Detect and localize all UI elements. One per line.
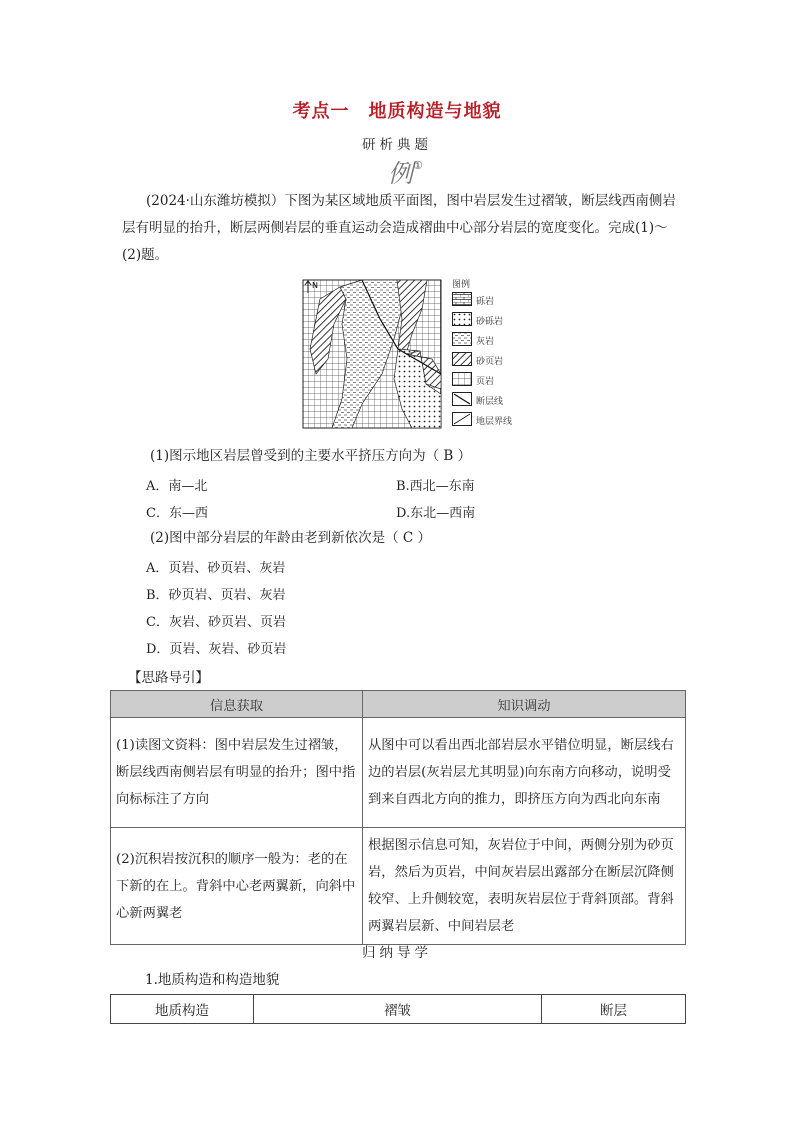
q2-option-d: D．页岩、灰岩、砂页岩 xyxy=(146,642,287,657)
table-row xyxy=(111,718,686,828)
geologic-map xyxy=(302,279,442,429)
geologic-map-figure: N 图例 砾岩 砂砾岩 灰岩 砂页岩 页岩 断层线 地层界线 xyxy=(302,279,532,429)
table-header-fold: 褶皱 xyxy=(254,995,542,1024)
guide-cell: 从图中可以看出西北部岩层水平错位明显，断层线右边的岩层(灰岩层尤其明显)向东南方向移动，说明受到来自西北方向的推力，即挤压方向为西北向东南 xyxy=(363,718,686,828)
structure-table xyxy=(110,994,686,1024)
guide-table xyxy=(110,690,686,945)
intro-paragraph: (2024·山东潍坊模拟）下图为某区域地质平面图，图中岩层发生过褶皱，断层线西南侧岩层有明显的抬升，断层两侧岩层的垂直运动会造成褶曲中心部分岩层的宽度变化。完成(1)～(2)题。 xyxy=(122,193,676,263)
guide-cell: 根据图示信息可知，灰岩位于中间，两侧分别为砂页岩，然后为页岩，中间灰岩层出露部分在断层沉降侧较窄、上升侧较宽，表明灰岩层位于背斜顶部。背斜两翼岩层新、中间岩层老 xyxy=(363,828,686,945)
guide-header-knowledge: 知识调动 xyxy=(363,691,686,718)
table-header-fault: 断层 xyxy=(542,995,686,1024)
q2-option-c: C．灰岩、砂页岩、页岩 xyxy=(146,615,286,630)
q1-option-b: B.西北—东南 xyxy=(396,479,475,494)
north-label: N xyxy=(312,281,318,290)
page-title: 考点一 地质构造与地貌 xyxy=(292,101,502,122)
section-subtitle: 研析典题 xyxy=(362,137,432,153)
legend-title: 图例 xyxy=(452,280,471,290)
table-header-structure: 地质构造 xyxy=(111,995,254,1024)
table-row xyxy=(111,828,686,945)
question-1-stem: (1)图示地区岩层曾受到的主要水平挤压方向为（ B ） xyxy=(150,448,472,464)
guide-header-info: 信息获取 xyxy=(111,691,363,718)
example-mark: ① xyxy=(413,158,423,172)
question-2-stem: (2)图中部分岩层的年龄由老到新依次是（ C ） xyxy=(150,530,432,546)
example-label: 例 xyxy=(388,159,414,188)
q1-option-d: D.东北—西南 xyxy=(396,506,476,521)
guide-cell: (1)读图文资料：图中岩层发生过褶皱，断层线西南侧岩层有明显的抬升；图中指向标标注了方向 xyxy=(111,718,363,828)
guide-heading: 【思路导引】 xyxy=(128,670,209,686)
guide-cell: (2)沉积岩按沉积的顺序一般为：老的在下新的在上。背斜中心老两翼新，向斜中心新两翼老 xyxy=(111,828,363,945)
q2-option-b: B．砂页岩、页岩、灰岩 xyxy=(146,588,286,603)
subsection-heading: 1.地质构造和构造地貌 xyxy=(145,972,280,988)
q1-option-a: A．南—北 xyxy=(146,479,208,494)
table-row xyxy=(111,995,686,1024)
example-heading xyxy=(388,154,423,190)
summary-title: 归纳导学 xyxy=(362,945,432,961)
q1-option-c: C．东—西 xyxy=(146,506,208,521)
q2-option-a: A．页岩、砂页岩、灰岩 xyxy=(146,561,286,576)
